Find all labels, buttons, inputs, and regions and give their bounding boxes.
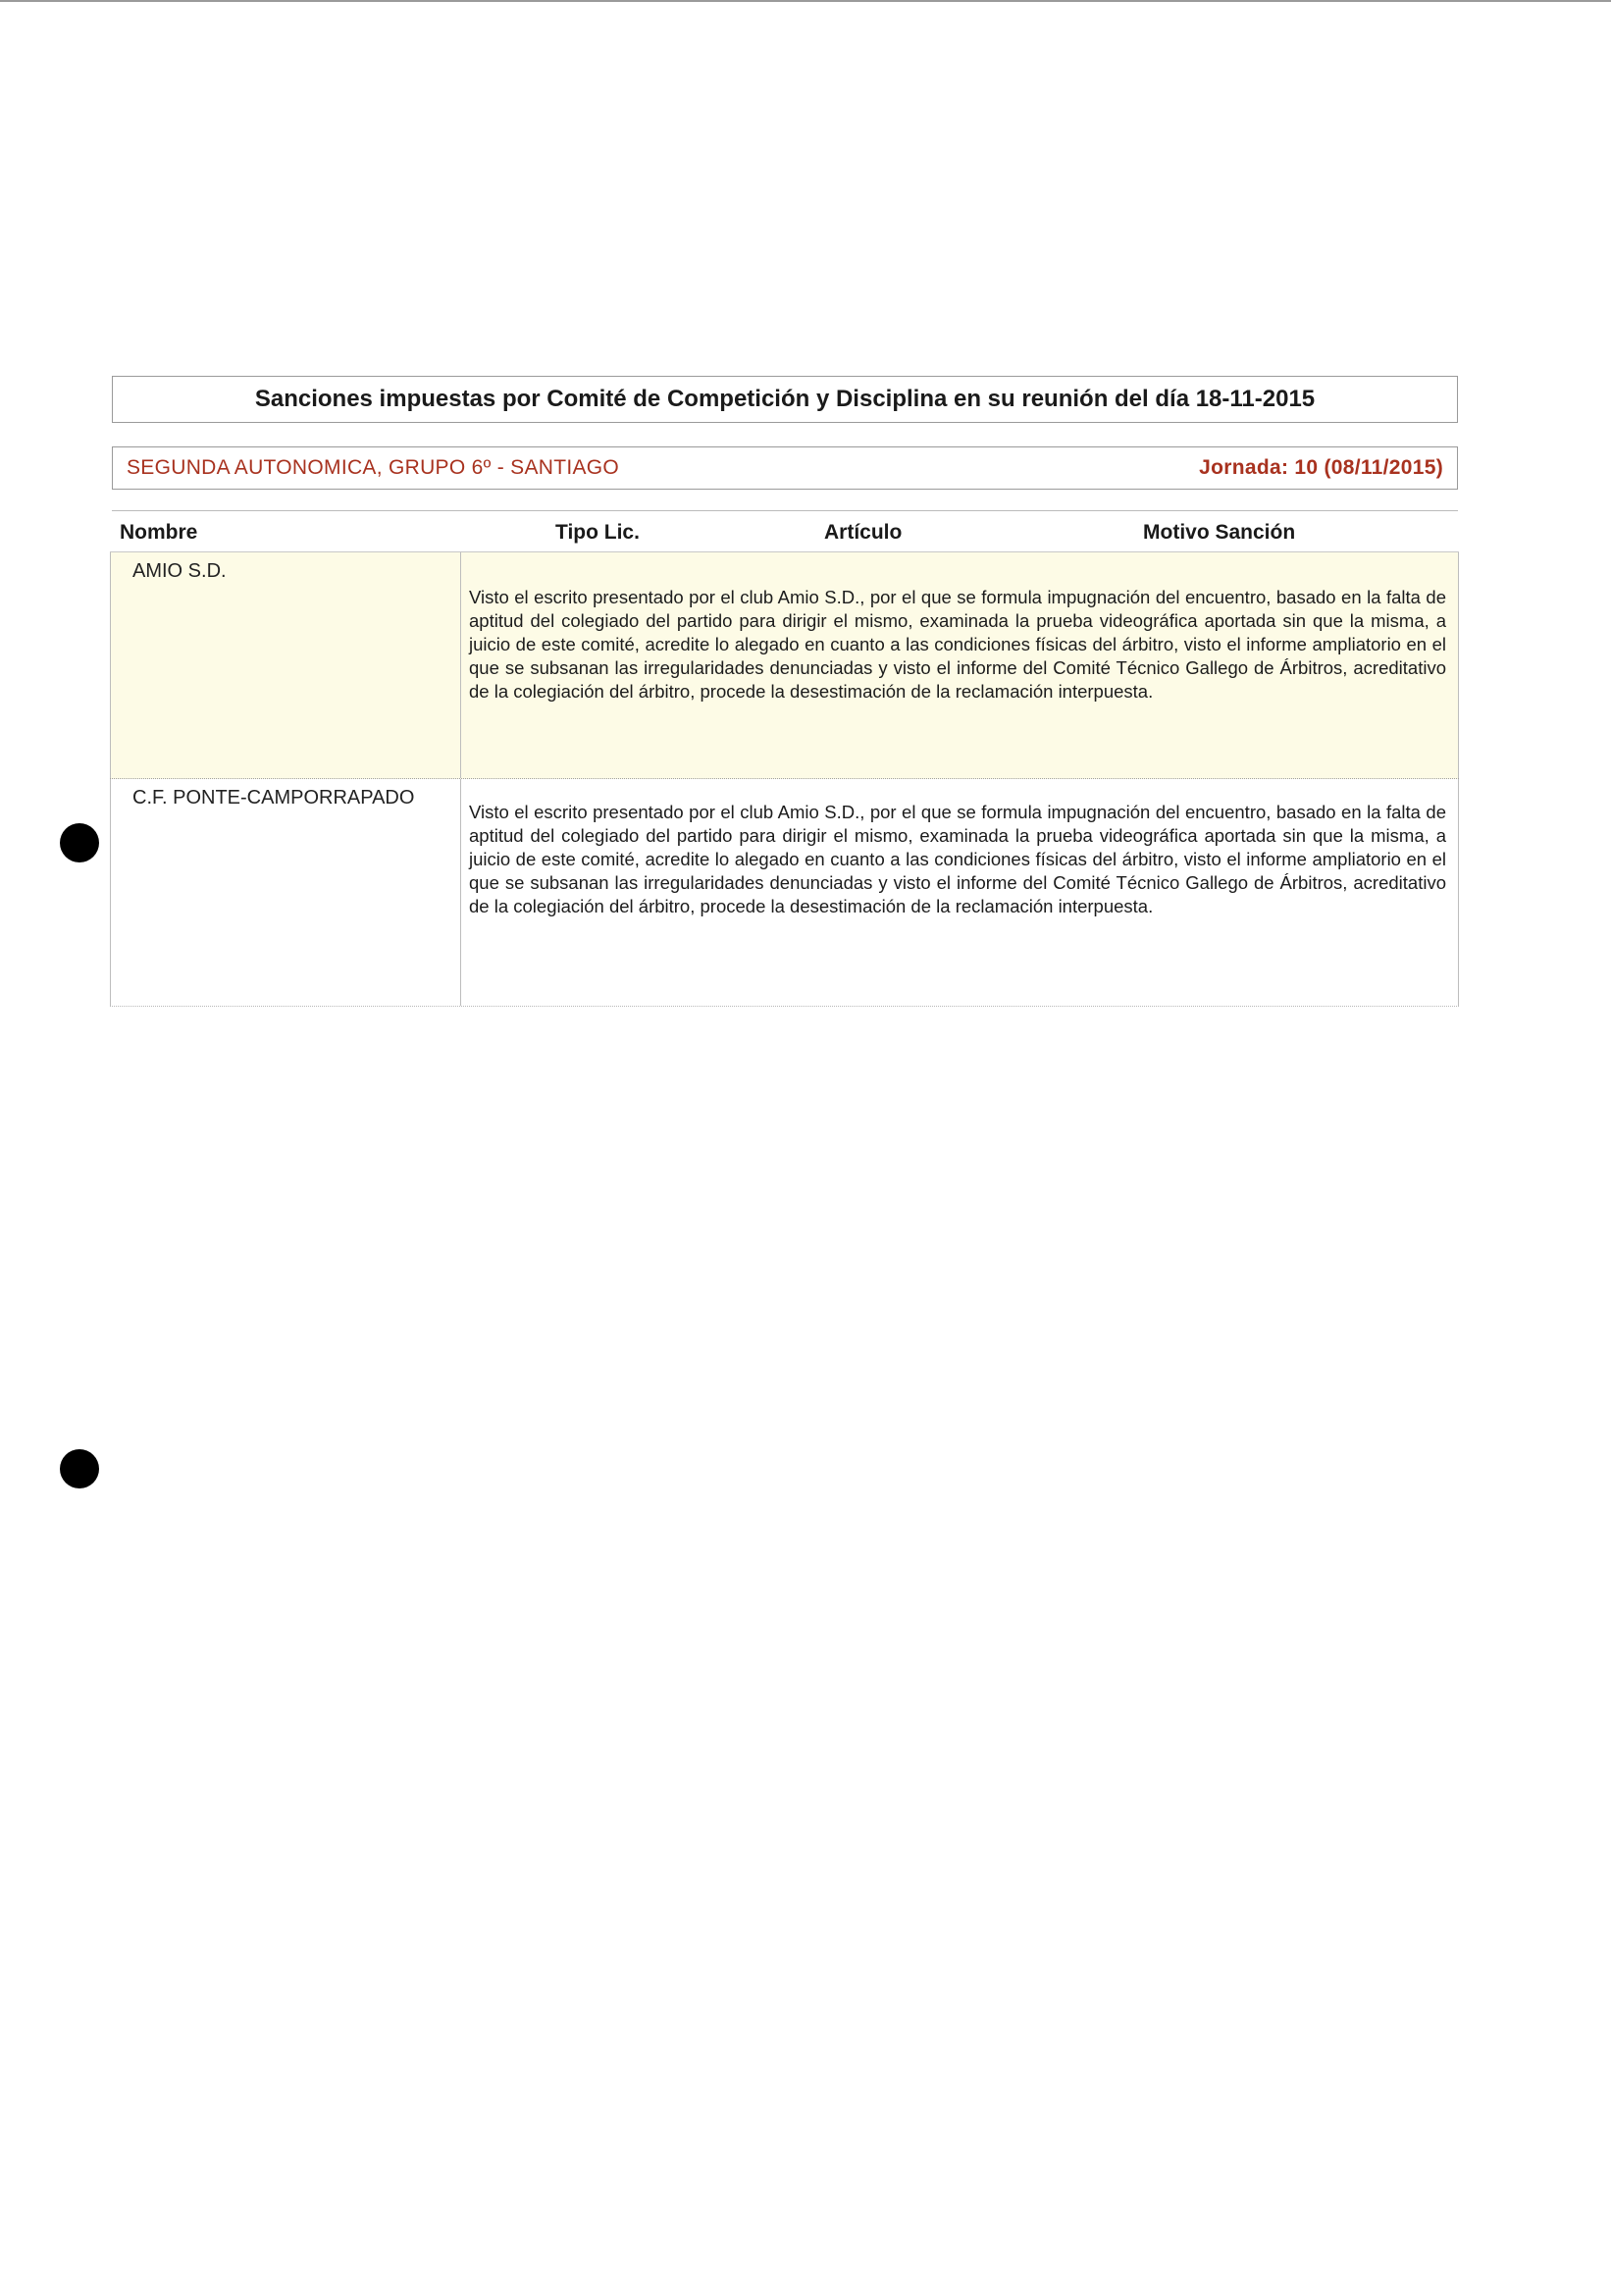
table-header bbox=[112, 510, 1458, 551]
column-header-tipo-lic: Tipo Lic. bbox=[555, 521, 640, 544]
team-name-cell bbox=[110, 552, 461, 778]
motivo-sancion-cell bbox=[461, 552, 1459, 778]
punch-hole-bottom bbox=[60, 1449, 99, 1488]
sanctions-table bbox=[110, 551, 1459, 1007]
motivo-sancion-cell bbox=[461, 779, 1459, 1006]
column-header-motivo-sancion: Motivo Sanción bbox=[1143, 521, 1296, 544]
top-scan-edge bbox=[0, 0, 1611, 2]
team-name: C.F. PONTE-CAMPORRAPADO bbox=[132, 787, 415, 809]
team-name-cell bbox=[110, 779, 461, 1006]
column-header-articulo: Artículo bbox=[824, 521, 903, 544]
table-row bbox=[110, 779, 1459, 1007]
column-header-nombre: Nombre bbox=[120, 521, 198, 544]
document-title-box bbox=[112, 376, 1458, 423]
punch-hole-top bbox=[60, 823, 99, 862]
table-row bbox=[110, 551, 1459, 779]
motivo-sancion-text: Visto el escrito presentado por el club Amio S.D., por el que se formula impugnación del encuentro, basado en la falta de aptitud del colegiado del partido para dirigir el mismo, examinada la prueba videográfica aportada sin que la misma, a juicio de este comité, acredite lo alegado en cuanto a las condiciones físicas del árbitro, visto el informe ampliatorio en el que se subsanan las irregularidades denunciadas y visto el informe del Comité Técnico Gallego de Árbitros, acreditativo de la colegiación del árbitro, procede la desestimación de la reclamación interpuesta. bbox=[469, 587, 1446, 702]
group-name: SEGUNDA AUTONOMICA, GRUPO 6º - SANTIAGO bbox=[127, 456, 620, 479]
competition-group-box bbox=[112, 446, 1458, 490]
document-title: Sanciones impuestas por Comité de Competición y Disciplina en su reunión del día 18-11-2015 bbox=[254, 386, 1316, 412]
jornada-label: Jornada: 10 (08/11/2015) bbox=[1199, 456, 1443, 479]
motivo-sancion-text: Visto el escrito presentado por el club Amio S.D., por el que se formula impugnación del encuentro, basado en la falta de aptitud del colegiado del partido para dirigir el mismo, examinada la prueba videográfica aportada sin que la misma, a juicio de este comité, acredite lo alegado en cuanto a las condiciones físicas del árbitro, visto el informe ampliatorio en el que se subsanan las irregularidades denunciadas y visto el informe del Comité Técnico Gallego de Árbitros, acreditativo de la colegiación del árbitro, procede la desestimación de la reclamación interpuesta. bbox=[469, 802, 1446, 916]
team-name: AMIO S.D. bbox=[132, 560, 227, 582]
